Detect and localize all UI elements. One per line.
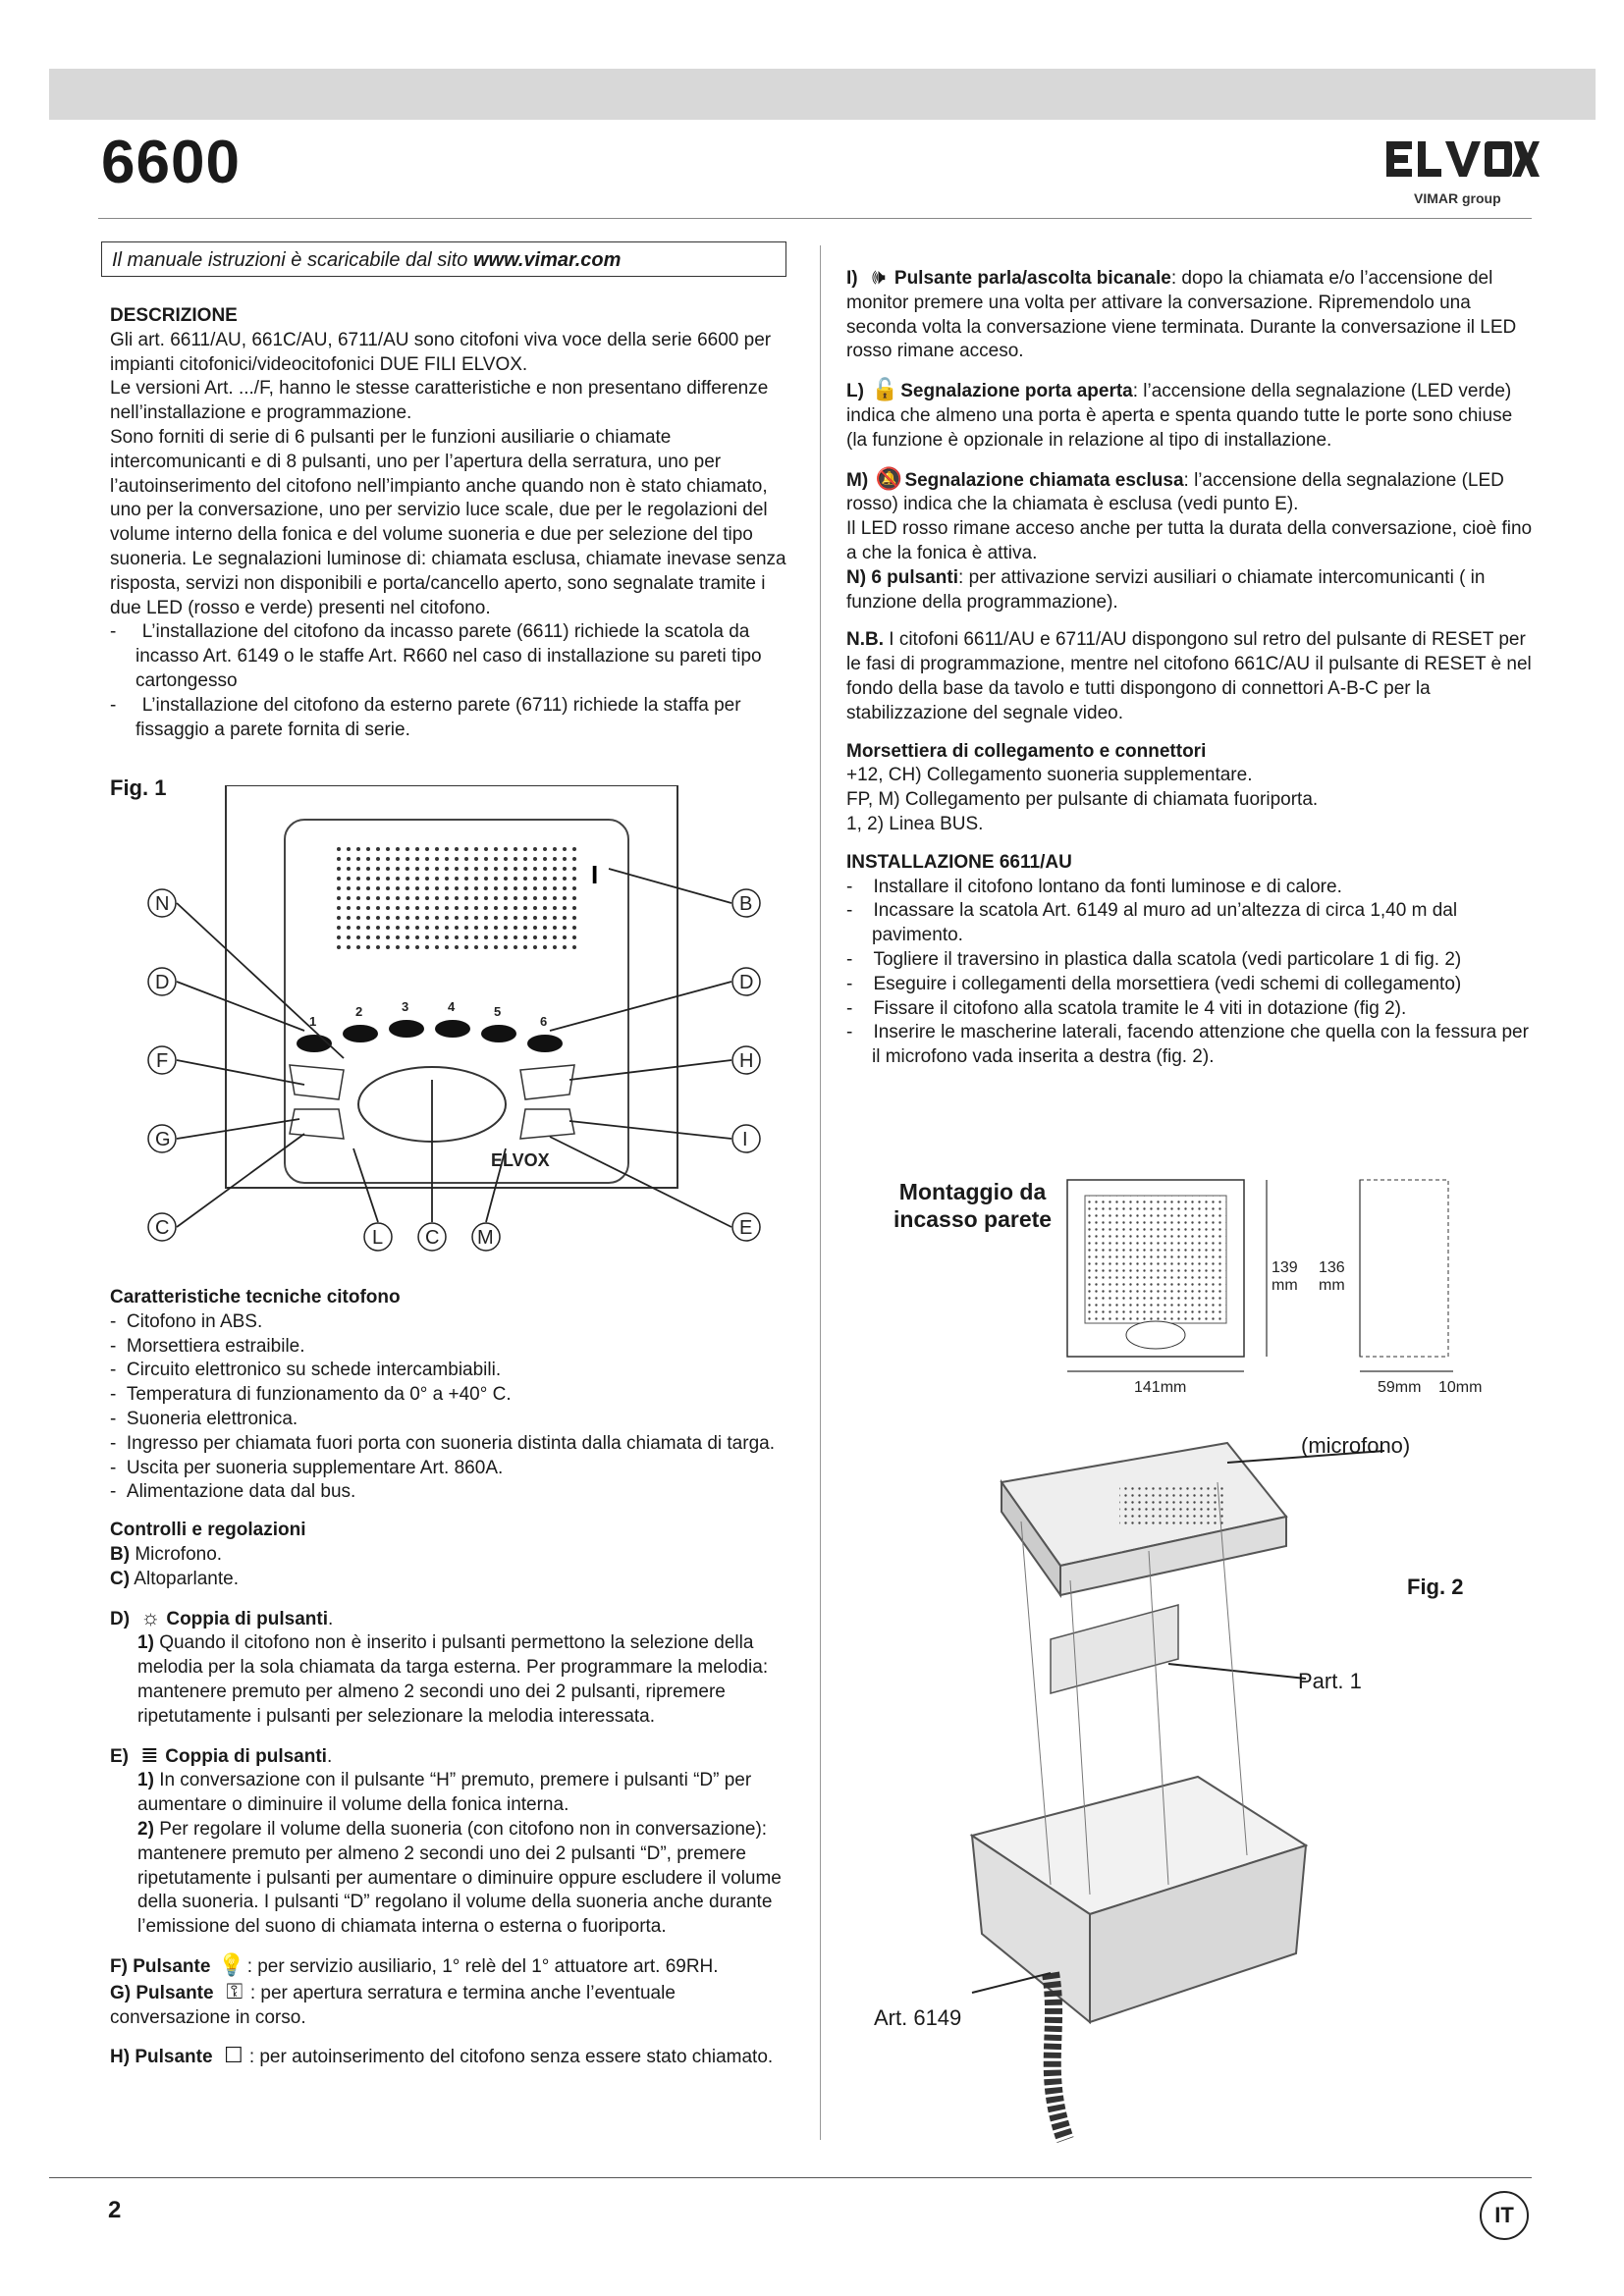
descrizione-section: [110, 304, 787, 742]
descrizione-paragraph: Le versioni Art. .../F, hanno le stesse caratteristiche e non presentano differenze nell’installazione e programmazione.: [110, 378, 769, 424]
controllo-d: D) ☼ Coppia di pulsanti.: [110, 1604, 334, 1629]
button-number: 5: [494, 1004, 502, 1019]
part1-label: Part. 1: [1298, 1669, 1362, 1693]
dim-unit: mm: [1319, 1277, 1345, 1294]
aux-buttons: [297, 1020, 563, 1052]
caratteristiche-item: - Temperatura di funzionamento da 0° a +40° C.: [110, 1384, 512, 1406]
speaker-icon: 🕪: [871, 264, 886, 289]
fig1-callout: F: [156, 1050, 169, 1072]
installazione-item: - Togliere il traversino in plastica dalla scatola (vedi particolare 1 di fig. 2): [846, 948, 1462, 970]
fig1-top-marker: I: [591, 860, 599, 889]
dim-h2: 136: [1319, 1259, 1345, 1276]
microfono-label: (microfono): [1301, 1433, 1411, 1458]
dim-h1: 139: [1272, 1259, 1298, 1276]
vimar-link[interactable]: www.vimar.com: [472, 249, 622, 271]
light-icon: 💡: [217, 1951, 245, 1977]
controllo-c: C) Altoparlante.: [110, 1568, 239, 1589]
fig1-callout: C: [425, 1227, 440, 1249]
fig1-label: Fig. 1: [110, 775, 167, 800]
controllo-d-text: 1) Quando il citofono non è inserito i pulsanti permettono la selezione della melodia per la sola chiamata da targa esterna. Per programmare la melodia: mantenere premuto per almeno 2 secondi uno dei 2 pulsanti, ripremere ripetutamente i pulsanti per selezionare la melodia interessata.: [137, 1632, 769, 1727]
descrizione-paragraph: Gli art. 6611/AU, 661C/AU, 6711/AU sono citofoni viva voce della serie 6600 per impianti citofonici/videocitofonici DUE FILI ELVOX.: [110, 329, 772, 375]
brand-subtitle: VIMAR group: [1414, 190, 1501, 206]
fig1-callout: M: [477, 1227, 494, 1249]
fig1-callout: N: [155, 893, 170, 915]
item-nb: N.B. I citofoni 6611/AU e 6711/AU dispongono sul retro del pulsante di RESET per le fasi di programmazione, mentre nel citofono 661C/AU il pulsante di RESET è nel fondo della base da tavolo e tutti dispongono di connettori A-B-C per la stabilizzazione del segnale video.: [846, 629, 1532, 723]
bell-off-icon: 🔕: [875, 465, 903, 491]
key-icon: ⚿: [226, 1978, 244, 2003]
header-rule: [98, 218, 1532, 219]
item-m-extra: Il LED rosso rimane acceso anche per tutta la durata della conversazione, cioè fino a che la fonica è attiva.: [846, 518, 1533, 563]
fig1-callout: I: [742, 1129, 748, 1150]
fig1-callout: L: [372, 1227, 384, 1249]
descrizione-bullet: - L’installazione del citofono da esterno parete (6711) richiede la staffa per fissaggio a parete fornita di serie.: [110, 694, 741, 740]
fig1-diagram: [137, 785, 776, 1266]
fig1-callout: D: [739, 972, 754, 993]
caratteristiche-item: - Suoneria elettronica.: [110, 1408, 298, 1429]
descrizione-bullet: - L’installazione del citofono da incasso parete (6611) richiede la scatola da incasso Art. 6149 o le staffe Art. R660 nel caso di installazione su pareti tipo cartongesso: [110, 621, 762, 691]
controlli-title: Controlli e regolazioni: [110, 1520, 306, 1541]
fig1-callout: D: [155, 972, 170, 993]
fig1-callout: H: [739, 1050, 754, 1072]
installazione-item: - Installare il citofono lontano da fonti luminose e di calore.: [846, 876, 1342, 897]
art-label: Art. 6149: [874, 2005, 962, 2030]
controllo-f: F) Pulsante 💡 : per servizio ausiliario, 1° relè del 1° attuatore art. 69RH.: [110, 1951, 719, 1977]
item-i: I) 🕪 Pulsante parla/ascolta bicanale: dopo la chiamata e/o l’accensione del monitor premere una volta per attivare la conversazione. Ripremendolo una seconda volta la conversazione viene terminata. Durante la conversazione il LED rosso rimane acceso.: [846, 264, 1517, 362]
dim-unit: mm: [1272, 1277, 1298, 1294]
dim-w: 141mm: [1134, 1379, 1187, 1396]
caratteristiche-section: [110, 1286, 787, 2070]
item-l: L) 🔓 Segnalazione porta aperta: l’accensione della segnalazione (LED verde) indica che almeno una porta è aperta e spenta quando tutte le porte sono chiuse (la funzione è opzionale in relazione al tipo di installazione.: [846, 377, 1513, 451]
item-m: M) 🔕 Segnalazione chiamata esclusa: l’accensione della segnalazione (LED rosso) indica che la chiamata è esclusa (vedi punto E).: [846, 465, 1504, 515]
sun-icon: ☼: [140, 1604, 161, 1629]
caratteristiche-item: - Citofono in ABS.: [110, 1310, 263, 1332]
model-title: 6600: [101, 129, 241, 196]
installazione-item: - Inserire le mascherine laterali, facendo attenzione che quella con la fessura per il microfono vada inserita a destra (fig. 2).: [846, 1022, 1529, 1068]
button-number: 3: [402, 999, 409, 1014]
dim-d1: 59mm: [1378, 1379, 1422, 1396]
dim-d2: 10mm: [1438, 1379, 1483, 1396]
dimension-drawing: [1065, 1178, 1497, 1404]
padlock-icon: 🔓: [871, 377, 898, 402]
header-bar: [49, 69, 1596, 120]
fig1-callout: G: [155, 1129, 171, 1150]
footer-rule: [49, 2177, 1532, 2178]
page-number: 2: [108, 2197, 122, 2223]
morsettiera-title: Morsettiera di collegamento e connettori: [846, 740, 1207, 762]
square-icon: ☐: [223, 2043, 244, 2068]
download-notice: Il manuale istruzioni è scaricabile dal sito www.vimar.com: [101, 241, 786, 277]
volume-icon: ≣: [140, 1741, 159, 1767]
right-column: [846, 265, 1534, 1070]
morsettiera-line: FP, M) Collegamento per pulsante di chiamata fuoriporta.: [846, 789, 1319, 811]
speaker-grille: [334, 844, 579, 952]
controllo-b: B) Microfono.: [110, 1543, 223, 1565]
morsettiera-line: +12, CH) Collegamento suoneria supplementare.: [846, 765, 1253, 786]
montaggio-label: Montaggio da incasso parete: [893, 1179, 1053, 1232]
item-n: N) 6 pulsanti: per attivazione servizi ausiliari o chiamate intercomunicanti ( in funzione della programmazione).: [846, 566, 1486, 613]
language-badge: IT: [1480, 2191, 1529, 2240]
button-number: 4: [448, 999, 456, 1014]
controllo-e-text: 2) Per regolare il volume della suoneria (con citofono non in conversazione): mantenere premuto per almeno 2 secondi uno dei 2 pulsanti “D”, premere ripetutamente i pulsanti per aumentare o diminuire oppure escludere il volume della suoneria. I pulsanti “D” regolano il volume della suoneria anche durante l’emissione del suono di chiamata interna o esterna o fuoriporta.: [137, 1818, 782, 1938]
installazione-title: INSTALLAZIONE 6611/AU: [846, 851, 1072, 873]
caratteristiche-item: - Alimentazione data dal bus.: [110, 1481, 356, 1503]
fig1-callout: C: [155, 1217, 170, 1239]
controllo-e: E) ≣ Coppia di pulsanti.: [110, 1741, 333, 1767]
caratteristiche-title: Caratteristiche tecniche citofono: [110, 1287, 401, 1308]
fig2-label: Fig. 2: [1407, 1575, 1464, 1599]
caratteristiche-item: - Morsettiera estraibile.: [110, 1335, 305, 1357]
button-number: 1: [309, 1014, 317, 1029]
installazione-item: - Eseguire i collegamenti della morsettiera (vedi schemi di collegamento): [846, 973, 1462, 994]
installazione-item: - Fissare il citofono alla scatola tramite le 4 viti in dotazione (fig 2).: [846, 997, 1407, 1019]
column-divider: [820, 245, 821, 2140]
fig1-callout: E: [739, 1217, 753, 1239]
morsettiera-line: 1, 2) Linea BUS.: [846, 813, 984, 834]
button-number: 2: [355, 1004, 363, 1019]
fig2-exploded-view: [854, 1423, 1532, 2150]
controllo-h: H) Pulsante ☐ : per autoinserimento del citofono senza essere stato chiamato.: [110, 2043, 774, 2068]
device-logo: ELVOX: [491, 1150, 550, 1170]
caratteristiche-item: - Circuito elettronico su schede intercambiabili.: [110, 1360, 502, 1381]
controllo-g: G) Pulsante ⚿ : per apertura serratura e termina anche l’eventuale conversazione in corso.: [110, 1978, 676, 2028]
descrizione-title: DESCRIZIONE: [110, 305, 238, 326]
elvox-logo: [1384, 137, 1540, 181]
controllo-e-text: 1) In conversazione con il pulsante “H” premuto, premere i pulsanti “D” per aumentare o diminuire il volume della fonica interna.: [137, 1770, 752, 1816]
caratteristiche-item: - Uscita per suoneria supplementare Art. 860A.: [110, 1457, 504, 1478]
descrizione-paragraph: Sono forniti di serie di 6 pulsanti per le funzioni ausiliarie o chiamate intercomunicanti e di 8 pulsanti, uno per l’apertura della serratura, uno per l’autoinserimento del citofono nell’impianto anche quando non è stato chiamato, uno per la conversazione, uno per servizio luce scale, due per le regolazioni del volume interno della fonica e del volume suoneria e due per selezione del tipo suoneria. Le segnalazioni luminose di: chiamata esclusa, chiamate inevase senza risposta, servizi non disponibili e porta/cancello aperto, sono segnalate tramite i due LED (rosso e verde) presenti nel citofono.: [110, 426, 786, 618]
installazione-item: - Incassare la scatola Art. 6149 al muro ad un’altezza di circa 1,40 m dal pavimento.: [846, 900, 1458, 946]
button-number: 6: [540, 1014, 548, 1029]
caratteristiche-item: - Ingresso per chiamata fuori porta con suoneria distinta dalla chiamata di targa.: [110, 1432, 775, 1454]
fig1-callout: B: [739, 893, 753, 915]
